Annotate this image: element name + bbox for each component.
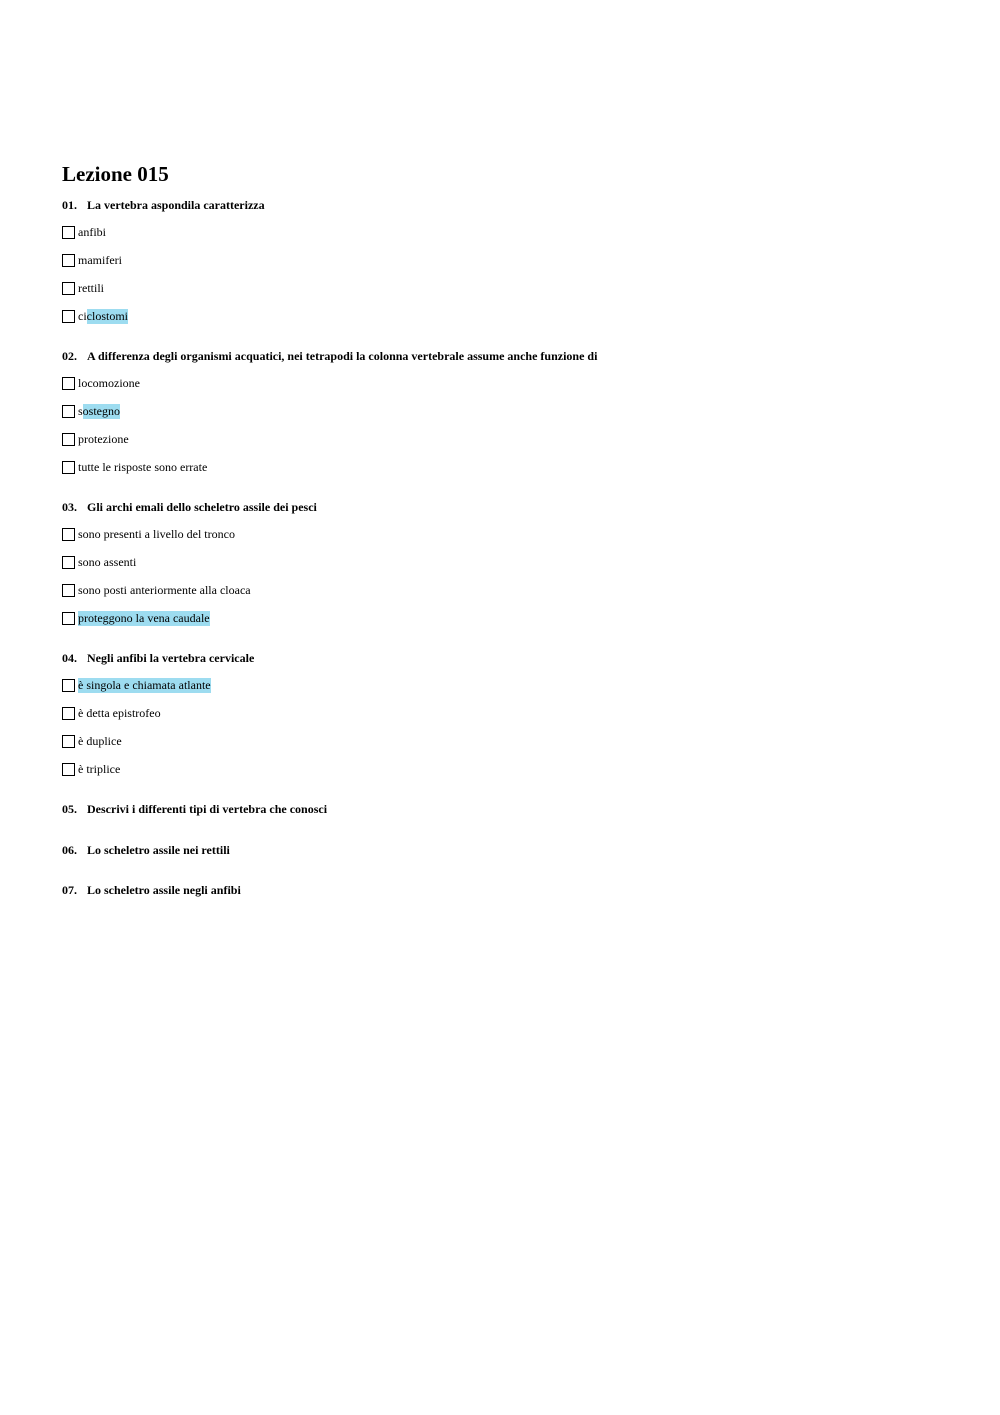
option-q04-b[interactable] <box>62 705 161 721</box>
checkbox[interactable] <box>62 405 75 418</box>
question-number: 06. <box>62 843 77 857</box>
option-q03-d[interactable] <box>62 610 210 626</box>
option-text: tutte le risposte sono errate <box>78 459 208 474</box>
checkbox[interactable] <box>62 254 75 267</box>
question-05 <box>62 801 327 817</box>
highlighted-answer: è singola e chiamata atlante <box>78 677 211 692</box>
question-06 <box>62 842 230 858</box>
question-text: A differenza degli organismi acquatici, nei tetrapodi la colonna vertebrale assume anche funzione di <box>87 349 598 363</box>
checkbox[interactable] <box>62 461 75 474</box>
option-text: locomozione <box>78 375 140 390</box>
option-text: sono presenti a livello del tronco <box>78 526 235 541</box>
option-q01-d[interactable] <box>62 308 128 324</box>
checkbox[interactable] <box>62 226 75 239</box>
option-q02-b[interactable] <box>62 403 120 419</box>
question-text: Lo scheletro assile negli anfibi <box>87 883 241 897</box>
question-03 <box>62 499 317 515</box>
option-q02-c[interactable] <box>62 431 129 447</box>
question-04 <box>62 650 254 666</box>
question-text: Lo scheletro assile nei rettili <box>87 843 230 857</box>
question-text: Gli archi emali dello scheletro assile dei pesci <box>87 500 317 514</box>
question-number: 02. <box>62 349 77 363</box>
checkbox[interactable] <box>62 584 75 597</box>
checkbox[interactable] <box>62 763 75 776</box>
highlighted-answer: ostegno <box>82 403 121 418</box>
question-number: 05. <box>62 802 77 816</box>
option-q03-c[interactable] <box>62 582 251 598</box>
question-number: 04. <box>62 651 77 665</box>
option-text: s <box>78 403 83 418</box>
option-q04-d[interactable] <box>62 761 120 777</box>
option-text: è triplice <box>78 761 121 776</box>
option-text: mamiferi <box>78 252 122 267</box>
checkbox[interactable] <box>62 282 75 295</box>
option-q03-a[interactable] <box>62 526 235 542</box>
option-text: protezione <box>78 431 129 446</box>
option-text: ci <box>78 308 87 323</box>
question-02 <box>62 348 597 364</box>
question-number: 03. <box>62 500 77 514</box>
option-text: rettili <box>78 280 104 295</box>
checkbox[interactable] <box>62 528 75 541</box>
option-text: sono posti anteriormente alla cloaca <box>78 582 251 597</box>
option-text: anfibi <box>78 224 106 239</box>
checkbox[interactable] <box>62 735 75 748</box>
checkbox[interactable] <box>62 377 75 390</box>
highlighted-answer: proteggono la vena caudale <box>78 610 210 625</box>
question-text: Negli anfibi la vertebra cervicale <box>87 651 255 665</box>
option-q01-c[interactable] <box>62 280 104 296</box>
highlighted-answer: clostomi <box>86 308 129 323</box>
option-q03-b[interactable] <box>62 554 136 570</box>
option-q01-b[interactable] <box>62 252 122 268</box>
option-q04-c[interactable] <box>62 733 122 749</box>
question-number: 01. <box>62 198 77 212</box>
option-text: è detta epistrofeo <box>78 705 161 720</box>
checkbox[interactable] <box>62 707 75 720</box>
option-text: è duplice <box>78 733 122 748</box>
option-q02-d[interactable] <box>62 459 207 475</box>
question-07 <box>62 882 241 898</box>
option-q02-a[interactable] <box>62 375 140 391</box>
option-q04-a[interactable] <box>62 677 211 693</box>
question-text: Descrivi i differenti tipi di vertebra che conosci <box>87 802 328 816</box>
lesson-title: Lezione 015 <box>62 162 169 186</box>
checkbox[interactable] <box>62 310 75 323</box>
question-number: 07. <box>62 883 77 897</box>
question-text: La vertebra aspondila caratterizza <box>87 198 265 212</box>
checkbox[interactable] <box>62 612 75 625</box>
checkbox[interactable] <box>62 433 75 446</box>
checkbox[interactable] <box>62 556 75 569</box>
question-01 <box>62 197 265 213</box>
option-text: sono assenti <box>78 554 137 569</box>
checkbox[interactable] <box>62 679 75 692</box>
option-q01-a[interactable] <box>62 224 106 240</box>
